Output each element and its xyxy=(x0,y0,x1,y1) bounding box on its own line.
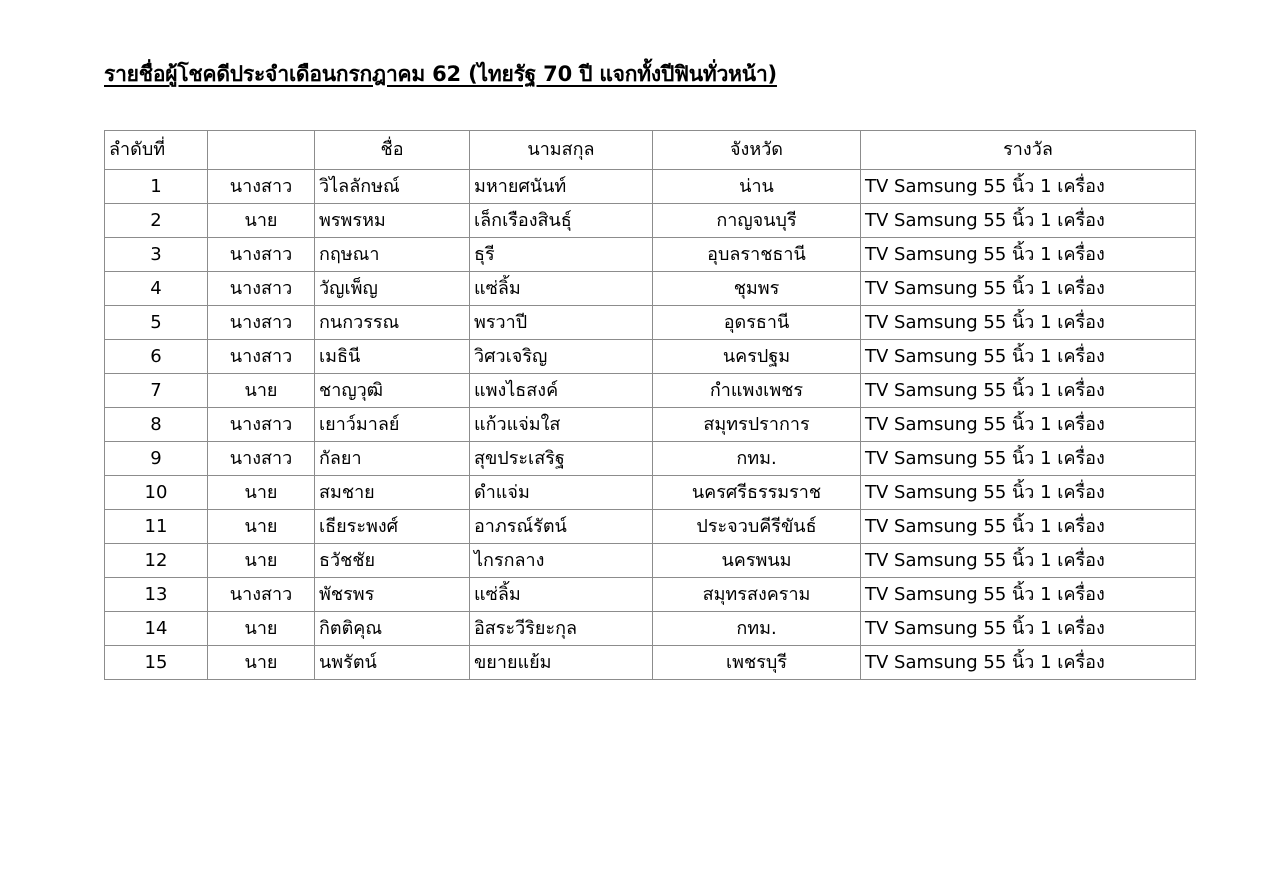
table-row xyxy=(105,170,1196,204)
cell-first-name: กฤษณา xyxy=(315,238,470,272)
cell-prize: TV Samsung 55 นิ้ว 1 เครื่อง xyxy=(861,578,1196,612)
cell-title: นาย xyxy=(208,374,315,408)
cell-first-name: กิตติคุณ xyxy=(315,612,470,646)
cell-province: นครพนม xyxy=(653,544,861,578)
cell-no: 5 xyxy=(105,306,208,340)
table-row xyxy=(105,544,1196,578)
cell-title: นาย xyxy=(208,510,315,544)
cell-first-name: กนกวรรณ xyxy=(315,306,470,340)
cell-first-name: วัญเพ็ญ xyxy=(315,272,470,306)
table-row xyxy=(105,510,1196,544)
table-row xyxy=(105,272,1196,306)
cell-last-name: วิศวเจริญ xyxy=(470,340,653,374)
cell-title: นาย xyxy=(208,544,315,578)
cell-province: กทม. xyxy=(653,442,861,476)
cell-province: สมุทรสงคราม xyxy=(653,578,861,612)
table-row xyxy=(105,646,1196,680)
cell-no: 15 xyxy=(105,646,208,680)
cell-prize: TV Samsung 55 นิ้ว 1 เครื่อง xyxy=(861,340,1196,374)
cell-province: ประจวบคีรีขันธ์ xyxy=(653,510,861,544)
table-row xyxy=(105,408,1196,442)
cell-province: กาญจนบุรี xyxy=(653,204,861,238)
header-no: ลำดับที่ xyxy=(105,131,208,170)
cell-last-name: มหายศนันท์ xyxy=(470,170,653,204)
table-row xyxy=(105,204,1196,238)
cell-prize: TV Samsung 55 นิ้ว 1 เครื่อง xyxy=(861,442,1196,476)
cell-no: 1 xyxy=(105,170,208,204)
cell-last-name: ดำแจ่ม xyxy=(470,476,653,510)
header-title xyxy=(208,131,315,170)
table-row xyxy=(105,306,1196,340)
winners-table xyxy=(104,130,1196,680)
cell-title: นางสาว xyxy=(208,238,315,272)
cell-last-name: พรวาปี xyxy=(470,306,653,340)
cell-no: 12 xyxy=(105,544,208,578)
cell-province: นครปฐม xyxy=(653,340,861,374)
cell-prize: TV Samsung 55 นิ้ว 1 เครื่อง xyxy=(861,204,1196,238)
cell-province: น่าน xyxy=(653,170,861,204)
table-row xyxy=(105,442,1196,476)
cell-first-name: เยาว์มาลย์ xyxy=(315,408,470,442)
cell-title: นางสาว xyxy=(208,408,315,442)
header-first-name: ชื่อ xyxy=(315,131,470,170)
cell-last-name: เล็กเรืองสินธุ์ xyxy=(470,204,653,238)
cell-last-name: แพงไธสงค์ xyxy=(470,374,653,408)
cell-last-name: ธุรี xyxy=(470,238,653,272)
cell-prize: TV Samsung 55 นิ้ว 1 เครื่อง xyxy=(861,510,1196,544)
cell-first-name: นพรัตน์ xyxy=(315,646,470,680)
table-body xyxy=(105,170,1196,680)
cell-prize: TV Samsung 55 นิ้ว 1 เครื่อง xyxy=(861,612,1196,646)
header-province: จังหวัด xyxy=(653,131,861,170)
cell-prize: TV Samsung 55 นิ้ว 1 เครื่อง xyxy=(861,646,1196,680)
cell-last-name: อาภรณ์รัตน์ xyxy=(470,510,653,544)
cell-last-name: อิสระวีริยะกุล xyxy=(470,612,653,646)
page-title: รายชื่อผู้โชคดีประจำเดือนกรกฎาคม 62 (ไทยรัฐ 70 ปี แจกทั้งปีฟินทั่วหน้า) xyxy=(104,62,777,86)
cell-no: 9 xyxy=(105,442,208,476)
cell-province: กำแพงเพชร xyxy=(653,374,861,408)
cell-prize: TV Samsung 55 นิ้ว 1 เครื่อง xyxy=(861,306,1196,340)
cell-title: นางสาว xyxy=(208,306,315,340)
cell-no: 7 xyxy=(105,374,208,408)
cell-first-name: ชาญวุฒิ xyxy=(315,374,470,408)
table-row xyxy=(105,340,1196,374)
cell-title: นางสาว xyxy=(208,578,315,612)
cell-province: เพชรบุรี xyxy=(653,646,861,680)
cell-no: 2 xyxy=(105,204,208,238)
cell-title: นาย xyxy=(208,204,315,238)
cell-no: 11 xyxy=(105,510,208,544)
table-row xyxy=(105,476,1196,510)
cell-no: 13 xyxy=(105,578,208,612)
cell-province: อุดรธานี xyxy=(653,306,861,340)
cell-title: นางสาว xyxy=(208,272,315,306)
cell-last-name: ขยายแย้ม xyxy=(470,646,653,680)
cell-last-name: แซ่ลิ้ม xyxy=(470,578,653,612)
cell-no: 10 xyxy=(105,476,208,510)
cell-prize: TV Samsung 55 นิ้ว 1 เครื่อง xyxy=(861,170,1196,204)
cell-province: สมุทรปราการ xyxy=(653,408,861,442)
cell-first-name: กัลยา xyxy=(315,442,470,476)
cell-first-name: พัชรพร xyxy=(315,578,470,612)
table-row xyxy=(105,612,1196,646)
table-row xyxy=(105,374,1196,408)
cell-no: 4 xyxy=(105,272,208,306)
cell-no: 3 xyxy=(105,238,208,272)
cell-title: นางสาว xyxy=(208,340,315,374)
cell-last-name: แก้วแจ่มใส xyxy=(470,408,653,442)
cell-last-name: แซ่ลิ้ม xyxy=(470,272,653,306)
cell-first-name: ธวัชชัย xyxy=(315,544,470,578)
cell-province: อุบลราชธานี xyxy=(653,238,861,272)
table-row xyxy=(105,238,1196,272)
cell-title: นาย xyxy=(208,612,315,646)
cell-prize: TV Samsung 55 นิ้ว 1 เครื่อง xyxy=(861,374,1196,408)
table-header-row xyxy=(105,131,1196,170)
cell-title: นางสาว xyxy=(208,170,315,204)
header-last-name: นามสกุล xyxy=(470,131,653,170)
cell-province: ชุมพร xyxy=(653,272,861,306)
cell-first-name: สมชาย xyxy=(315,476,470,510)
cell-first-name: วิไลลักษณ์ xyxy=(315,170,470,204)
cell-title: นางสาว xyxy=(208,442,315,476)
header-prize: รางวัล xyxy=(861,131,1196,170)
cell-title: นาย xyxy=(208,476,315,510)
cell-province: นครศรีธรรมราช xyxy=(653,476,861,510)
table-row xyxy=(105,578,1196,612)
cell-prize: TV Samsung 55 นิ้ว 1 เครื่อง xyxy=(861,544,1196,578)
cell-no: 6 xyxy=(105,340,208,374)
cell-last-name: สุขประเสริฐ xyxy=(470,442,653,476)
cell-prize: TV Samsung 55 นิ้ว 1 เครื่อง xyxy=(861,272,1196,306)
cell-prize: TV Samsung 55 นิ้ว 1 เครื่อง xyxy=(861,476,1196,510)
cell-first-name: พรพรหม xyxy=(315,204,470,238)
cell-prize: TV Samsung 55 นิ้ว 1 เครื่อง xyxy=(861,238,1196,272)
cell-no: 8 xyxy=(105,408,208,442)
cell-prize: TV Samsung 55 นิ้ว 1 เครื่อง xyxy=(861,408,1196,442)
cell-last-name: ไกรกลาง xyxy=(470,544,653,578)
cell-no: 14 xyxy=(105,612,208,646)
cell-first-name: เมธินี xyxy=(315,340,470,374)
cell-title: นาย xyxy=(208,646,315,680)
cell-province: กทม. xyxy=(653,612,861,646)
cell-first-name: เธียระพงศ์ xyxy=(315,510,470,544)
